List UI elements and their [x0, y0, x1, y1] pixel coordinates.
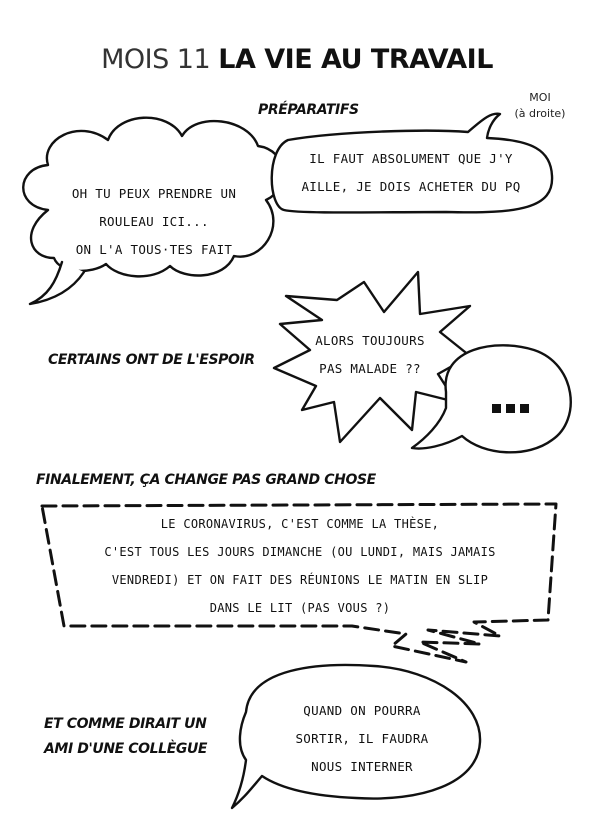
- burst-line-1: ALORS TOUJOURS: [315, 333, 425, 348]
- moi-note-line1: MOI: [529, 91, 551, 104]
- oval-bubble-text: [262, 697, 462, 781]
- ellipsis-dot-2: [506, 404, 515, 413]
- caption-finalement: FINALEMENT, ÇA CHANGE PAS GRAND CHOSE: [36, 472, 376, 488]
- cloud-line-3: ON L'A TOUS·TES FAIT: [75, 242, 233, 257]
- caption-espoir: CERTAINS ONT DE L'ESPOIR: [48, 352, 255, 368]
- page-title: [0, 44, 594, 75]
- box-line-1: LE CORONAVIRUS, C'EST COMME LA THÈSE,: [160, 517, 440, 531]
- burst-line-2: PAS MALADE ??: [319, 361, 421, 376]
- oval-line-2: SORTIR, IL FAUDRA: [295, 731, 429, 746]
- cloud-bubble-text: [34, 180, 274, 264]
- cloud-bubble-tail: [30, 262, 84, 304]
- ellipsis-dot-1: [492, 404, 501, 413]
- caption-collegue-line1: ET COMME DIRAIT UN: [44, 716, 207, 732]
- oval-line-3: NOUS INTERNER: [311, 759, 413, 774]
- caption-collegue: [44, 712, 207, 762]
- box-line-4: DANS LE LIT (PAS VOUS ?): [209, 601, 391, 615]
- moi-note-line2: (à droite): [514, 107, 566, 120]
- dashed-box-text: [50, 510, 550, 622]
- burst-text: [300, 327, 440, 383]
- title-main: LA VIE AU TRAVAIL: [218, 44, 493, 75]
- oval-line-1: QUAND ON POURRA: [303, 703, 421, 718]
- caption-collegue-line2: AMI D'UNE COLLÈGUE: [44, 741, 208, 757]
- box-line-3: VENDREDI) ET ON FAIT DES RÉUNIONS LE MATIN EN SLIP: [111, 573, 489, 587]
- right-line-1: IL FAUT ABSOLUMENT QUE J'Y: [309, 151, 513, 166]
- right-bubble-text: [276, 145, 546, 201]
- right-line-2: AILLE, JE DOIS ACHETER DU PQ: [301, 179, 521, 194]
- cloud-line-2: ROULEAU ICI...: [99, 214, 209, 229]
- title-prefix: MOIS 11: [101, 44, 211, 75]
- box-line-2: C'EST TOUS LES JOURS DIMANCHE (OU LUNDI, MAIS JAMAIS: [104, 545, 496, 559]
- caption-preparatifs: PRÉPARATIFS: [258, 102, 359, 118]
- ellipsis-dot-3: [520, 404, 529, 413]
- cloud-line-1: OH TU PEUX PRENDRE UN: [71, 186, 237, 201]
- moi-note: [500, 90, 580, 122]
